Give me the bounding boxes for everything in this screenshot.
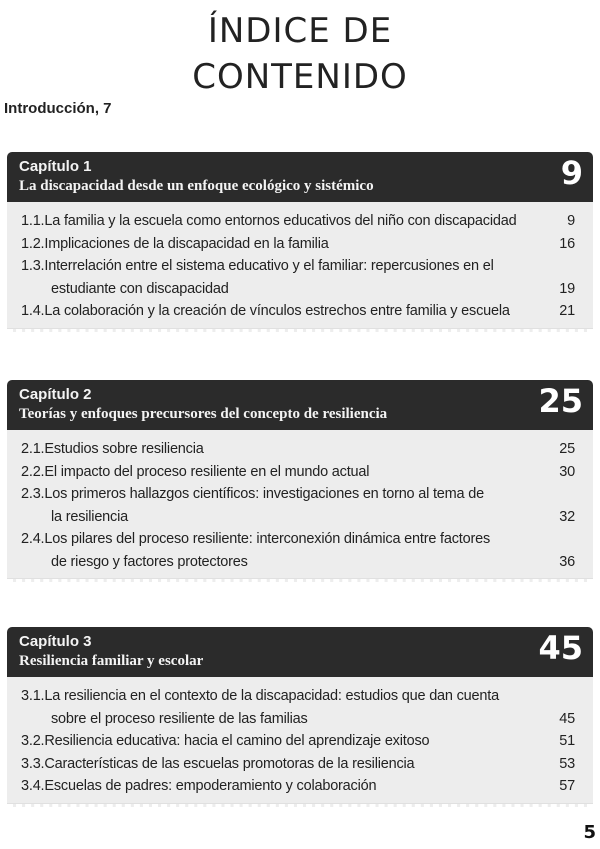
entry-text: La familia y la escuela como entornos educativos del niño con discapacidad bbox=[44, 213, 517, 229]
page-number: 5 bbox=[583, 822, 596, 843]
entry-text: El impacto del proceso resiliente en el mundo actual bbox=[44, 463, 370, 480]
entry-number: 2.2. bbox=[21, 463, 45, 480]
entry-text-continued: de riesgo y factores protectores bbox=[51, 553, 248, 570]
chapter-header bbox=[7, 152, 593, 202]
entry-page: 9 bbox=[567, 213, 575, 229]
entry-page: 57 bbox=[559, 778, 575, 794]
entry-number: 1.1. bbox=[21, 213, 45, 229]
toc-entry[interactable] bbox=[21, 233, 575, 256]
toc-entry-continuation[interactable] bbox=[21, 708, 575, 731]
toc-entry[interactable] bbox=[21, 255, 575, 278]
toc-entry[interactable] bbox=[21, 438, 575, 461]
page-title bbox=[150, 8, 450, 100]
chapter-1 bbox=[7, 152, 593, 332]
entry-page: 16 bbox=[559, 235, 575, 252]
chapter-entries bbox=[7, 202, 593, 332]
entry-page: 21 bbox=[559, 303, 575, 319]
entry-text: Resiliencia educativa: hacia el camino del aprendizaje exitoso bbox=[44, 733, 430, 749]
intro-entry: Introducción, 7 bbox=[4, 100, 112, 117]
title-line-2: CONTENIDO bbox=[192, 57, 408, 97]
toc-entry[interactable] bbox=[21, 775, 575, 798]
entry-text: La colaboración y la creación de vínculos estrechos entre familia y escuela bbox=[44, 303, 510, 319]
entry-page: 19 bbox=[559, 280, 575, 297]
chapter-page: 25 bbox=[538, 382, 583, 420]
entry-text: La resiliencia en el contexto de la discapacidad: estudios que dan cuenta bbox=[44, 688, 499, 704]
title-line-1: ÍNDICE DE bbox=[207, 11, 393, 51]
entry-number: 1.3. bbox=[21, 258, 45, 274]
entry-number: 1.4. bbox=[21, 303, 45, 319]
entry-page: 30 bbox=[559, 463, 575, 480]
entry-page: 32 bbox=[559, 508, 575, 525]
entry-number: 3.2. bbox=[21, 733, 45, 749]
entry-text: Los pilares del proceso resiliente: interconexión dinámica entre factores bbox=[44, 531, 491, 547]
chapter-title: La discapacidad desde un enfoque ecológico y sistémico bbox=[19, 178, 374, 194]
chapter-title: Teorías y enfoques precursores del concepto de resiliencia bbox=[19, 406, 388, 422]
entry-text: Estudios sobre resiliencia bbox=[44, 441, 204, 457]
entry-number: 3.1. bbox=[21, 688, 45, 704]
chapter-title: Resiliencia familiar y escolar bbox=[19, 653, 204, 669]
entry-text: Los primeros hallazgos científicos: investigaciones en torno al tema de bbox=[44, 486, 484, 502]
entry-text-continued: estudiante con discapacidad bbox=[51, 280, 229, 297]
entry-text-continued: sobre el proceso resiliente de las familias bbox=[51, 710, 308, 727]
entry-text: Interrelación entre el sistema educativo y el familiar: repercusiones en el bbox=[44, 258, 494, 274]
toc-entry[interactable] bbox=[21, 300, 575, 323]
entry-page: 53 bbox=[559, 755, 575, 772]
entry-text: Implicaciones de la discapacidad en la familia bbox=[44, 235, 329, 252]
toc-entry[interactable] bbox=[21, 753, 575, 776]
chapter-page: 45 bbox=[538, 629, 583, 667]
toc-entry[interactable] bbox=[21, 483, 575, 506]
toc-entry-continuation[interactable] bbox=[21, 278, 575, 301]
entry-page: 51 bbox=[559, 733, 575, 749]
entry-text: Escuelas de padres: empoderamiento y colaboración bbox=[44, 778, 377, 794]
entry-number: 2.4. bbox=[21, 531, 45, 547]
toc-entry[interactable] bbox=[21, 685, 575, 708]
toc-entry[interactable] bbox=[21, 461, 575, 484]
entry-number: 3.3. bbox=[21, 755, 45, 772]
entry-number: 3.4. bbox=[21, 778, 45, 794]
toc-entry-continuation[interactable] bbox=[21, 551, 575, 574]
toc-entry[interactable] bbox=[21, 730, 575, 753]
chapter-3 bbox=[7, 627, 593, 807]
entry-number: 2.3. bbox=[21, 486, 45, 502]
chapter-page: 9 bbox=[560, 154, 583, 192]
entry-page: 36 bbox=[559, 553, 575, 570]
chapter-label: Capítulo 2 bbox=[19, 386, 92, 403]
toc-entry-continuation[interactable] bbox=[21, 506, 575, 529]
toc-entry[interactable] bbox=[21, 528, 575, 551]
chapter-entries bbox=[7, 430, 593, 582]
chapter-label: Capítulo 3 bbox=[19, 633, 92, 650]
entry-number: 2.1. bbox=[21, 441, 45, 457]
entry-page: 25 bbox=[559, 441, 575, 457]
chapter-2 bbox=[7, 380, 593, 582]
entry-page: 45 bbox=[559, 710, 575, 727]
entry-text-continued: la resiliencia bbox=[51, 508, 128, 525]
chapter-header bbox=[7, 627, 593, 677]
chapter-entries bbox=[7, 677, 593, 807]
entry-text: Características de las escuelas promotoras de la resiliencia bbox=[44, 755, 415, 772]
toc-entry[interactable] bbox=[21, 210, 575, 233]
entry-number: 1.2. bbox=[21, 235, 45, 252]
chapter-label: Capítulo 1 bbox=[19, 158, 92, 175]
chapter-header bbox=[7, 380, 593, 430]
